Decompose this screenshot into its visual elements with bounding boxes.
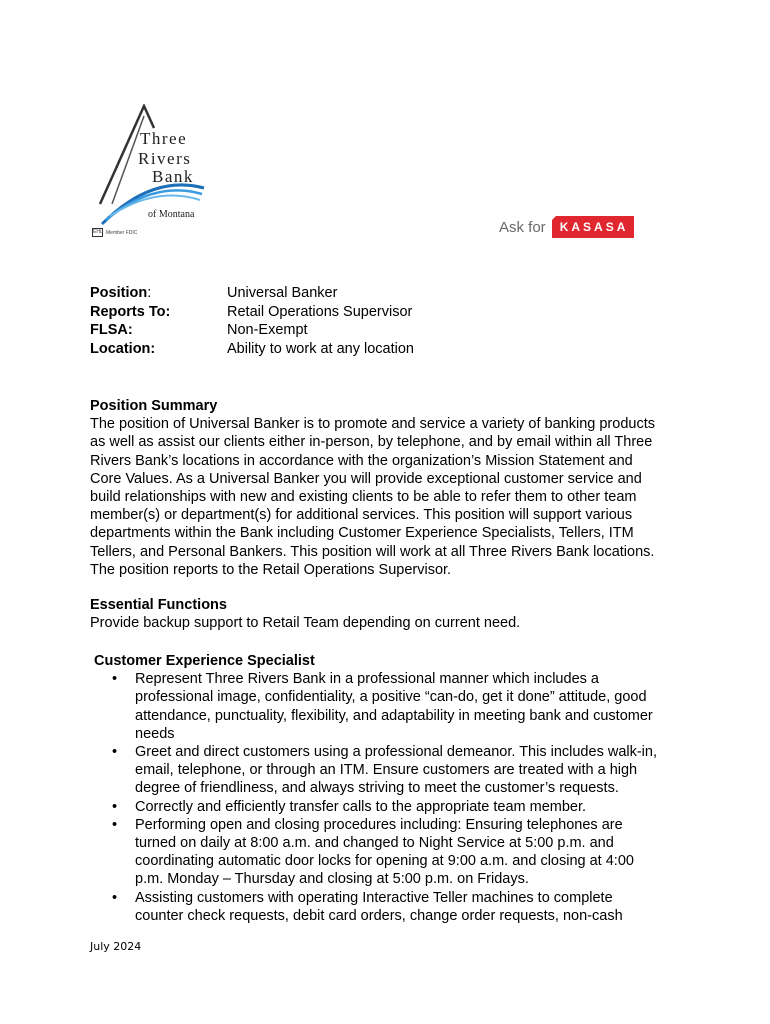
job-info-row xyxy=(90,321,414,340)
fdic-badge xyxy=(92,228,137,237)
kasasa-badge xyxy=(499,216,634,238)
job-info-key: Position: xyxy=(90,285,152,301)
kasasa-brand: KASASA xyxy=(552,216,635,238)
job-info-value: Retail Operations Supervisor xyxy=(227,303,413,320)
logo-line-3: Bank xyxy=(152,167,194,186)
summary-line: Rivers Bank’s locations in accordance with the organization’s Mission Statement and xyxy=(90,452,633,469)
summary-line: build relationships with new and existing clients to be able to refer them to other team xyxy=(90,489,637,506)
bullet-icon: • xyxy=(112,816,118,833)
job-info-table xyxy=(90,284,414,358)
job-info-key: Location: xyxy=(90,340,156,357)
summary-line: Core Values. As a Universal Banker you will provide exceptional customer service and xyxy=(90,470,642,487)
logo-subtitle: of Montana xyxy=(148,209,195,220)
job-info-key: FLSA: xyxy=(90,322,133,339)
position-summary-section xyxy=(90,397,690,579)
logo-line-2: Rivers xyxy=(138,149,192,168)
logo-line-1: Three xyxy=(140,129,188,148)
list-item: • Assisting customers with operating Interactive Teller machines to complete counter check requests, debit card orders, change order requests, non-cash xyxy=(112,889,623,924)
bullet-icon: • xyxy=(112,671,118,688)
essential-functions-text: Provide backup support to Retail Team depending on current need. xyxy=(90,615,521,632)
summary-line: The position of Universal Banker is to promote and service a variety of banking products xyxy=(90,416,655,433)
list-item: • Correctly and efficiently transfer calls to the appropriate team member. xyxy=(112,798,587,815)
bullet-icon: • xyxy=(112,889,118,906)
kasasa-ask-text: Ask for xyxy=(499,218,546,236)
job-info-value: Non-Exempt xyxy=(227,322,308,339)
summary-line: member(s) or department(s) for additional services. This position will support various xyxy=(90,507,633,524)
job-info-row xyxy=(90,303,414,322)
summary-line: as well as assist our clients either in-person, by telephone, and by email within all Three xyxy=(90,434,653,451)
essential-functions-section xyxy=(90,596,690,632)
customer-experience-section xyxy=(94,652,694,925)
position-summary-heading: Position Summary xyxy=(90,398,218,414)
job-info-value: Universal Banker xyxy=(227,285,338,301)
job-info-key: Reports To: xyxy=(90,303,171,320)
list-item: • Greet and direct customers using a professional demeanor. This includes walk-in, email, telephone, or through an ITM. Ensure customers are treated with a high degree of friendliness, and always striving to meet the customer’s requests. xyxy=(112,744,657,797)
job-info-row xyxy=(90,340,414,359)
list-item: • Represent Three Rivers Bank in a professional manner which includes a professional image, confidentiality, a positive “can-do, get it done” attitude, good attendance, punctuality, flexibility, and adaptability in meeting bank and customer needs xyxy=(112,671,653,742)
bank-logo xyxy=(92,104,212,244)
customer-experience-heading: Customer Experience Specialist xyxy=(94,653,315,669)
summary-line: The position reports to the Retail Operations Supervisor. xyxy=(90,561,452,578)
list-item: • Performing open and closing procedures including: Ensuring telephones are turned on daily at 8:00 a.m. and changed to Night Service at 5:00 p.m. and coordinating automatic door locks for opening at 9:00 a.m. and closing at 4:00 p.m. Monday – Thursday and closing at 5:00 p.m. on Fridays. xyxy=(112,816,634,888)
summary-line: Tellers, and Personal Bankers. This position will work at all Three Rivers Bank locations. xyxy=(90,543,655,560)
bullet-icon: • xyxy=(112,798,118,815)
fdic-label: Member FDIC xyxy=(106,229,138,236)
duties-list xyxy=(94,670,694,925)
bullet-icon: • xyxy=(112,744,118,761)
job-info-row xyxy=(90,284,414,303)
summary-line: departments within the Bank including Customer Experience Specialists, Tellers, ITM xyxy=(90,525,634,542)
job-info-value: Ability to work at any location xyxy=(227,340,414,357)
equal-housing-icon: EHL xyxy=(93,229,103,235)
footer-date: July 2024 xyxy=(90,940,142,953)
essential-functions-heading: Essential Functions xyxy=(90,597,227,613)
